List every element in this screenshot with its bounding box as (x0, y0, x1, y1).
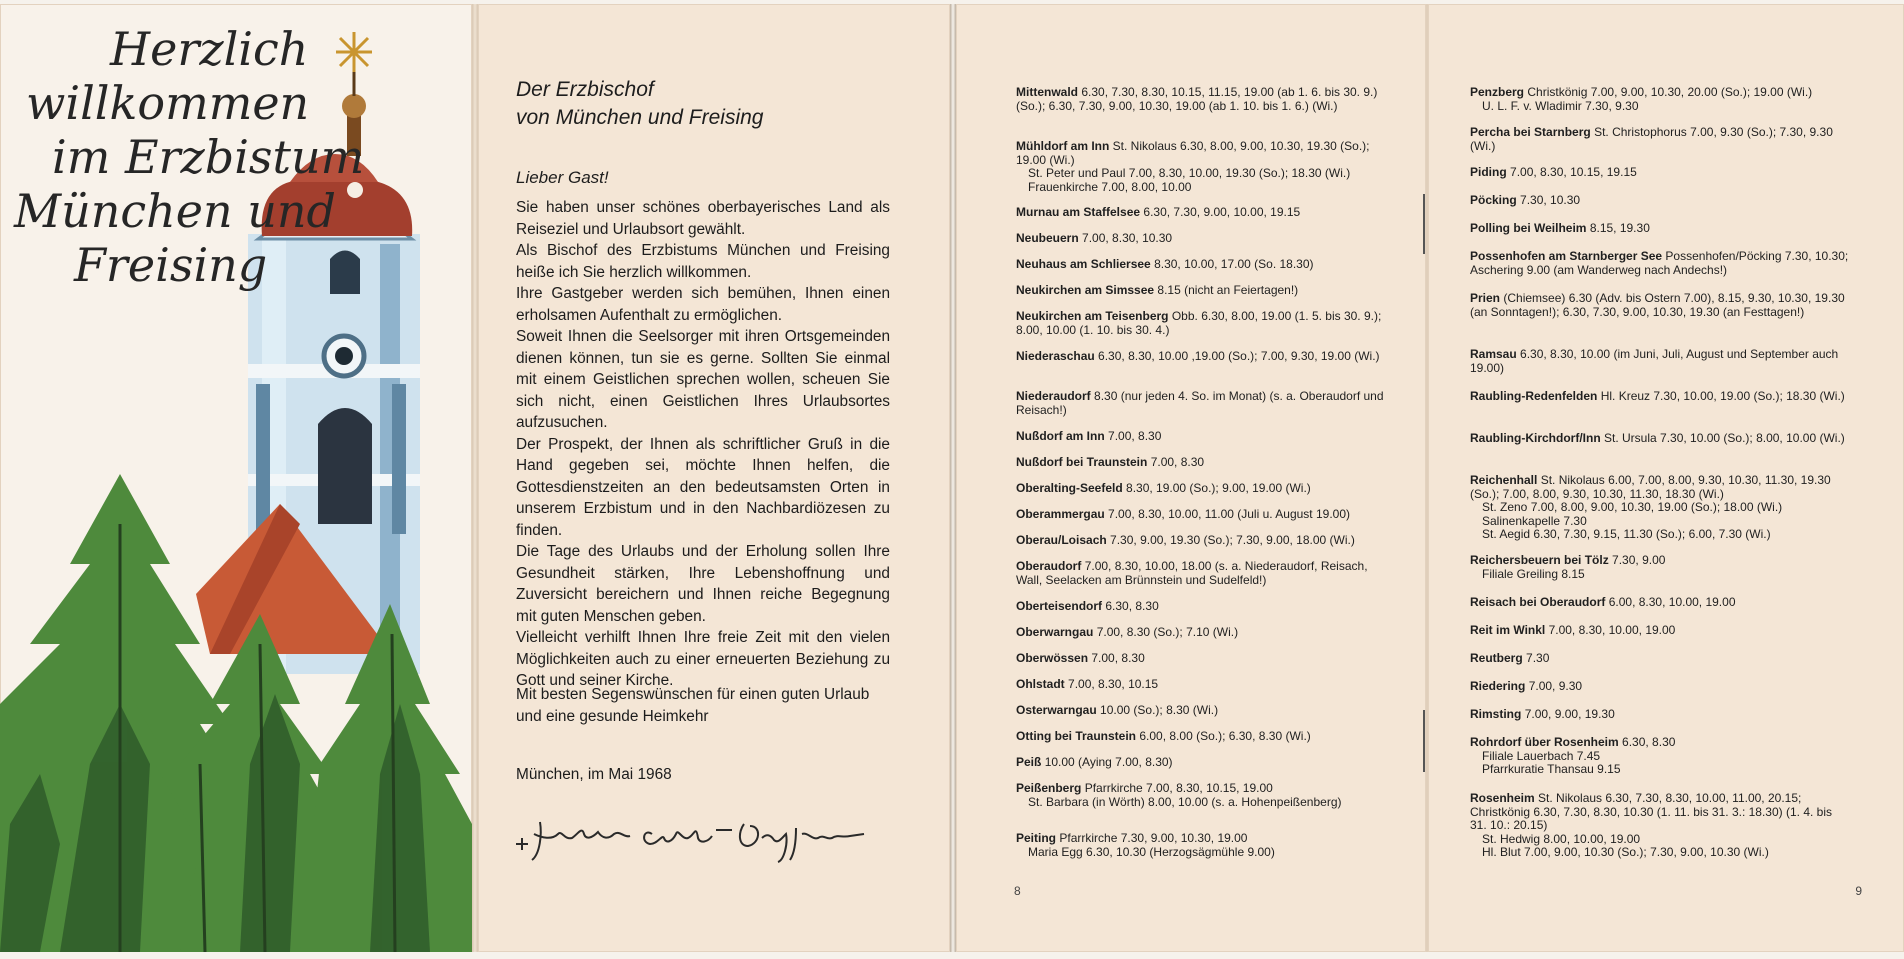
schedule-entry (1016, 560, 1396, 587)
schedule-entry (1470, 652, 1850, 666)
sub-church: Pfarrkuratie Thansau 9.15 (1482, 762, 1621, 776)
schedule-entry (1016, 206, 1396, 220)
mass-times: 7.00, 8.30 (1108, 429, 1162, 443)
mass-times: 7.00, 8.30, 10.00, 18.00 (s. a. Niederaudorf, Reisach, Wall, Seelacken am Brünnstein und Sudelfeld!) (1016, 559, 1368, 587)
letter-body (516, 197, 890, 692)
mass-times: 7.00, 8.30, 10.15 (1068, 677, 1159, 691)
place-name: Neukirchen am Teisenberg (1016, 309, 1169, 323)
sub-church: St. Aegid 6.30, 7.30, 9.15, 11.30 (So.); 6.00, 7.30 (Wi.) (1482, 527, 1771, 541)
place-name: Nußdorf bei Traunstein (1016, 455, 1148, 469)
cover-title-line: München und (14, 184, 336, 238)
schedule-entry (1016, 258, 1396, 272)
place-name: Murnau am Staffelsee (1016, 205, 1141, 219)
place-name: Penzberg (1470, 85, 1525, 99)
mass-times: 6.00, 8.00 (So.); 6.30, 8.30 (Wi.) (1139, 729, 1311, 743)
place-name: Rosenheim (1470, 791, 1535, 805)
place-name: Reutberg (1470, 651, 1523, 665)
schedule-entry (1470, 126, 1850, 153)
letter-page (478, 4, 950, 952)
place-name: Peißenberg (1016, 781, 1082, 795)
place-name: Peiting (1016, 831, 1057, 845)
mass-times: 6.30, 8.30 (1622, 735, 1676, 749)
mass-times: 10.00 (Aying 7.00, 8.30) (1044, 755, 1173, 769)
mass-times: 8.15 (nicht an Feiertagen!) (1157, 283, 1299, 297)
cover-title-line: Freising (74, 238, 268, 292)
mass-times: St. Christophorus 7.00, 9.30 (So.); 7.30, 9.30 (Wi.) (1470, 125, 1833, 153)
handwritten-signature (512, 804, 872, 864)
mass-times: Possenhofen/Pöcking 7.30, 10.30; Aschering 9.00 (am Wanderweg nach Andechs!) (1470, 249, 1849, 277)
mass-times: 7.00, 9.00, 19.30 (1524, 707, 1615, 721)
cover-page (0, 4, 472, 952)
place-name: Prien (1470, 291, 1501, 305)
sub-church: Maria Egg 6.30, 10.30 (Herzogsägmühle 9.00) (1028, 844, 1275, 859)
place-name: Oberalting-Seefeld (1016, 481, 1123, 495)
mass-times: St. Nikolaus 6.30, 7.30, 8.30, 10.00, 11.00, 20.15; Christkönig 6.30, 7.30, 8.30, 10.30 (1. 11. bis 31. 3.: 18.30) (1. 4. bis 31. 10.: 20.15) (1470, 791, 1832, 832)
place-name: Niederaschau (1016, 349, 1095, 363)
schedule-entry (1470, 554, 1850, 581)
cover-title-line: willkommen (26, 76, 310, 130)
schedule-entry (1016, 86, 1396, 113)
staple (1423, 194, 1425, 254)
schedule-entry (1470, 624, 1850, 638)
mass-times: Christkönig 7.00, 9.00, 10.30, 20.00 (So.); 19.00 (Wi.) (1527, 85, 1813, 99)
place-name: Osterwarngau (1016, 703, 1097, 717)
place-name: Rohrdorf über Rosenheim (1470, 735, 1619, 749)
schedule-entry (1016, 678, 1396, 692)
star-cross-icon (336, 32, 372, 72)
schedule-page-8 (956, 4, 1426, 952)
schedule-entry (1470, 596, 1850, 610)
schedule-entry (1470, 680, 1850, 694)
place-name: Oberaudorf (1016, 559, 1082, 573)
schedule-entry (1016, 730, 1396, 744)
schedule-entry (1470, 736, 1850, 777)
schedule-entry (1470, 166, 1850, 180)
place-name: Oberammergau (1016, 507, 1105, 521)
mass-times: Pfarrkirche 7.00, 8.30, 10.15, 19.00 (1084, 781, 1273, 795)
mass-times: St. Ursula 7.30, 10.00 (So.); 8.00, 10.00 (Wi.) (1604, 431, 1845, 445)
sub-church: Salinenkapelle 7.30 (1482, 513, 1587, 528)
sub-church: Hl. Blut 7.00, 9.00, 10.30 (So.); 7.30, 9.00, 10.30 (Wi.) (1482, 845, 1769, 859)
place-name: Reichenhall (1470, 473, 1538, 487)
place-name: Neukirchen am Simssee (1016, 283, 1155, 297)
cover-title-line: im Erzbistum (52, 130, 365, 184)
schedule-entry (1016, 508, 1396, 522)
schedule-page-9 (1428, 4, 1904, 952)
place-name: Peiß (1016, 755, 1042, 769)
schedule-entry (1016, 626, 1396, 640)
place-name: Oberteisendorf (1016, 599, 1103, 613)
schedule-entry (1016, 482, 1396, 496)
schedule-entry (1470, 292, 1850, 319)
schedule-entry (1016, 832, 1396, 859)
schedule-entry (1470, 250, 1850, 277)
mass-times: 8.30 (nur jeden 4. So. im Monat) (s. a. Oberaudorf und Reisach!) (1016, 389, 1384, 417)
staple (1423, 710, 1425, 772)
letter-paragraph: Soweit Ihnen die Seelsorger mit ihren Ortsgemeinden dienen können, tun sie es gerne. Sollten Sie einmal mit einem Geistlichen sprechen wollen, scheuen Sie sich nicht, einen Geistlichen Ihres Urlaubsortes aufzusuchen. (516, 328, 890, 431)
schedule-entry (1016, 600, 1396, 614)
place-name: Otting bei Traunstein (1016, 729, 1137, 743)
mass-times: 7.00, 8.30, 10.00, 11.00 (Juli u. August 19.00) (1108, 507, 1350, 521)
place-name: Rimsting (1470, 707, 1522, 721)
schedule-entry (1470, 432, 1850, 446)
letter-paragraph: Als Bischof des Erzbistums München und Freising heiße ich Sie herzlich willkommen. (516, 242, 890, 281)
schedule-entry (1470, 222, 1850, 236)
mass-times: 6.30, 7.30, 9.00, 10.00, 19.15 (1143, 205, 1301, 219)
schedule-entry (1016, 756, 1396, 770)
mass-times: 7.00, 8.30 (1150, 455, 1205, 469)
mass-times: Obb. 6.30, 8.00, 19.00 (1. 5. bis 30. 9.); 8.00, 10.00 (1. 10. bis 30. 4.) (1016, 309, 1382, 337)
sub-church: St. Peter und Paul 7.00, 8.30, 10.00, 19.30 (So.); 18.30 (Wi.) (1028, 166, 1351, 180)
place-name: Neubeuern (1016, 231, 1079, 245)
mass-times: 7.00, 8.30 (So.); 7.10 (Wi.) (1096, 625, 1239, 639)
place-name: Nußdorf am Inn (1016, 429, 1105, 443)
place-name: Mittenwald (1016, 85, 1078, 99)
place-name: Polling bei Weilheim (1470, 221, 1587, 235)
mass-times: Pfarrkirche 7.30, 9.00, 10.30, 19.00 (1059, 831, 1248, 845)
schedule-entry (1016, 232, 1396, 246)
letter-heading-line: von München und Freising (516, 106, 764, 129)
place-name: Reit im Winkl (1470, 623, 1546, 637)
sub-church: Filiale Greiling 8.15 (1482, 566, 1585, 581)
place-name: Percha bei Starnberg (1470, 125, 1591, 139)
schedule-entry (1016, 140, 1396, 194)
mass-times: 8.15, 19.30 (1589, 221, 1650, 235)
place-name: Neuhaus am Schliersee (1016, 257, 1151, 271)
schedule-entry (1016, 704, 1396, 718)
mass-times: 8.30, 10.00, 17.00 (So. 18.30) (1154, 257, 1314, 271)
schedule-entry (1016, 310, 1396, 337)
schedule-entry (1470, 86, 1850, 113)
letter-paragraph: Ihre Gastgeber werden sich bemühen, Ihnen einen erholsamen Aufenthalt zu ermöglichen. (516, 285, 890, 324)
schedule-entry (1470, 708, 1850, 722)
page-number: 8 (1014, 884, 1021, 898)
cover-title-line: Herzlich (110, 22, 309, 76)
letter-paragraph: Der Prospekt, der Ihnen als schriftlicher Gruß in die Hand gegeben sei, möchte Ihnen helfen, die Gottesdienstzeiten an den bedeutsamsten Orten in unserem Erzbistum und in den Nachbardiözesen zu finden. (516, 435, 890, 539)
mass-times: 7.00, 9.30 (1528, 679, 1583, 693)
mass-times: 6.30, 8.30 (1105, 599, 1159, 613)
mass-times: Hl. Kreuz 7.30, 10.00, 19.00 (So.); 18.30 (Wi.) (1600, 389, 1845, 403)
mass-times: 7.00, 8.30 (1091, 651, 1145, 665)
mass-times: 6.30, 8.30, 10.00 ,19.00 (So.); 7.00, 9.30, 19.00 (Wi.) (1098, 349, 1380, 363)
sub-church: Filiale Lauerbach 7.45 (1482, 748, 1601, 763)
schedule-entry (1016, 390, 1396, 417)
schedule-entry (1016, 652, 1396, 666)
mass-times: St. Nikolaus 6.00, 7.00, 8.00, 9.30, 10.30, 11.30, 19.30 (So.); 7.00, 8.00, 9.30, 10.30, 11.30, 18.30 (Wi.) (1470, 473, 1831, 501)
mass-times: 7.00, 8.30, 10.15, 19.15 (1510, 165, 1637, 179)
dateline: München, im Mai 1968 (516, 766, 672, 783)
schedule-entry (1016, 350, 1396, 364)
place-name: Pöcking (1470, 193, 1517, 207)
place-name: Oberwössen (1016, 651, 1089, 665)
letter-heading (516, 76, 763, 132)
mass-times: 8.30, 19.00 (So.); 9.00, 19.00 (Wi.) (1126, 481, 1311, 495)
mass-times: (Chiemsee) 6.30 (Adv. bis Ostern 7.00), 8.15, 9.30, 10.30, 19.30 (an Sonntagen!); 6.30, 7.30, 9.00, 10.30, 19.30 (an Festtagen!) (1470, 291, 1845, 319)
letter-paragraph: Vielleicht verhilft Ihnen Ihre freie Zeit mit den vielen Möglichkeiten auch zu einer erneuerten Beziehung zu Gott und seiner Kirche. (516, 629, 890, 689)
schedule-entry (1016, 430, 1396, 444)
place-name: Raubling-Redenfelden (1470, 389, 1598, 403)
salutation: Lieber Gast! (516, 168, 609, 187)
place-name: Possenhofen am Starnberger See (1470, 249, 1663, 263)
schedule-entry (1470, 194, 1850, 208)
mass-times: 6.30, 7.30, 8.30, 10.15, 11.15, 19.00 (ab 1. 6. bis 30. 9.) (So.); 6.30, 7.30, 9.00, 10.30, 19.00 (ab 1. 10. bis 1. 6.) (Wi.) (1016, 85, 1378, 113)
sub-church: St. Zeno 7.00, 8.00, 9.00, 10.30, 19.00 (So.); 18.00 (Wi.) (1482, 500, 1783, 514)
mass-times: 7.30 (1526, 651, 1550, 665)
mass-times: 7.00, 8.30, 10.00, 19.00 (1548, 623, 1676, 637)
place-name: Mühldorf am Inn (1016, 139, 1110, 153)
closing: Mit besten Segenswünschen für einen guten Urlaub und eine gesunde Heimkehr (516, 686, 870, 725)
page-number: 9 (1855, 884, 1862, 898)
place-name: Ramsau (1470, 347, 1517, 361)
mass-times: 7.30, 10.30 (1520, 193, 1581, 207)
mass-times: 6.30, 8.30, 10.00 (im Juni, Juli, August und September auch 19.00) (1470, 347, 1839, 375)
schedule-entry (1470, 348, 1850, 375)
mass-times: 10.00 (So.); 8.30 (Wi.) (1100, 703, 1219, 717)
cover-title (14, 22, 365, 292)
place-name: Reisach bei Oberaudorf (1470, 595, 1606, 609)
place-name: Ohlstadt (1016, 677, 1065, 691)
sub-church: St. Barbara (in Wörth) 8.00, 10.00 (s. a. Hohenpeißenberg) (1028, 794, 1342, 809)
mass-times: 7.00, 8.30, 10.30 (1082, 231, 1173, 245)
mass-times: 7.30, 9.00, 19.30 (So.); 7.30, 9.00, 18.00 (Wi.) (1110, 533, 1355, 547)
letter-paragraph: Sie haben unser schönes oberbayerisches Land als Reiseziel und Urlaubsort gewählt. (516, 199, 890, 238)
sub-church: U. L. F. v. Wladimir 7.30, 9.30 (1482, 98, 1639, 113)
place-name: Oberwarngau (1016, 625, 1094, 639)
mass-times: St. Nikolaus 6.30, 8.00, 9.00, 10.30, 19.30 (So.); 19.00 (Wi.) (1016, 139, 1370, 167)
place-name: Oberau/Loisach (1016, 533, 1107, 547)
schedule-entry (1016, 456, 1396, 470)
place-name: Niederaudorf (1016, 389, 1091, 403)
place-name: Riedering (1470, 679, 1526, 693)
schedule-entry (1016, 284, 1396, 298)
schedule-entry (1016, 534, 1396, 548)
mass-times: 6.00, 8.30, 10.00, 19.00 (1608, 595, 1736, 609)
letter-heading-line: Der Erzbischof (516, 78, 654, 101)
place-name: Raubling-Kirchdorf/Inn (1470, 431, 1601, 445)
schedule-entry (1470, 390, 1850, 404)
schedule-entry (1470, 474, 1850, 542)
mass-times: 7.30, 9.00 (1612, 553, 1666, 567)
place-name: Piding (1470, 165, 1507, 179)
place-name: Reichersbeuern bei Tölz (1470, 553, 1609, 567)
sub-church: St. Hedwig 8.00, 10.00, 19.00 (1482, 831, 1641, 846)
sub-church: Frauenkirche 7.00, 8.00, 10.00 (1028, 179, 1192, 194)
letter-paragraph: Die Tage des Urlaubs und der Erholung sollen Ihre Gesundheit stärken, Ihre Lebenshoffnung und Zuversicht bereichern und Ihnen reiche Begegnung mit guten Menschen geben. (516, 543, 890, 625)
schedule-entry (1470, 792, 1850, 860)
schedule-entry (1016, 782, 1396, 809)
